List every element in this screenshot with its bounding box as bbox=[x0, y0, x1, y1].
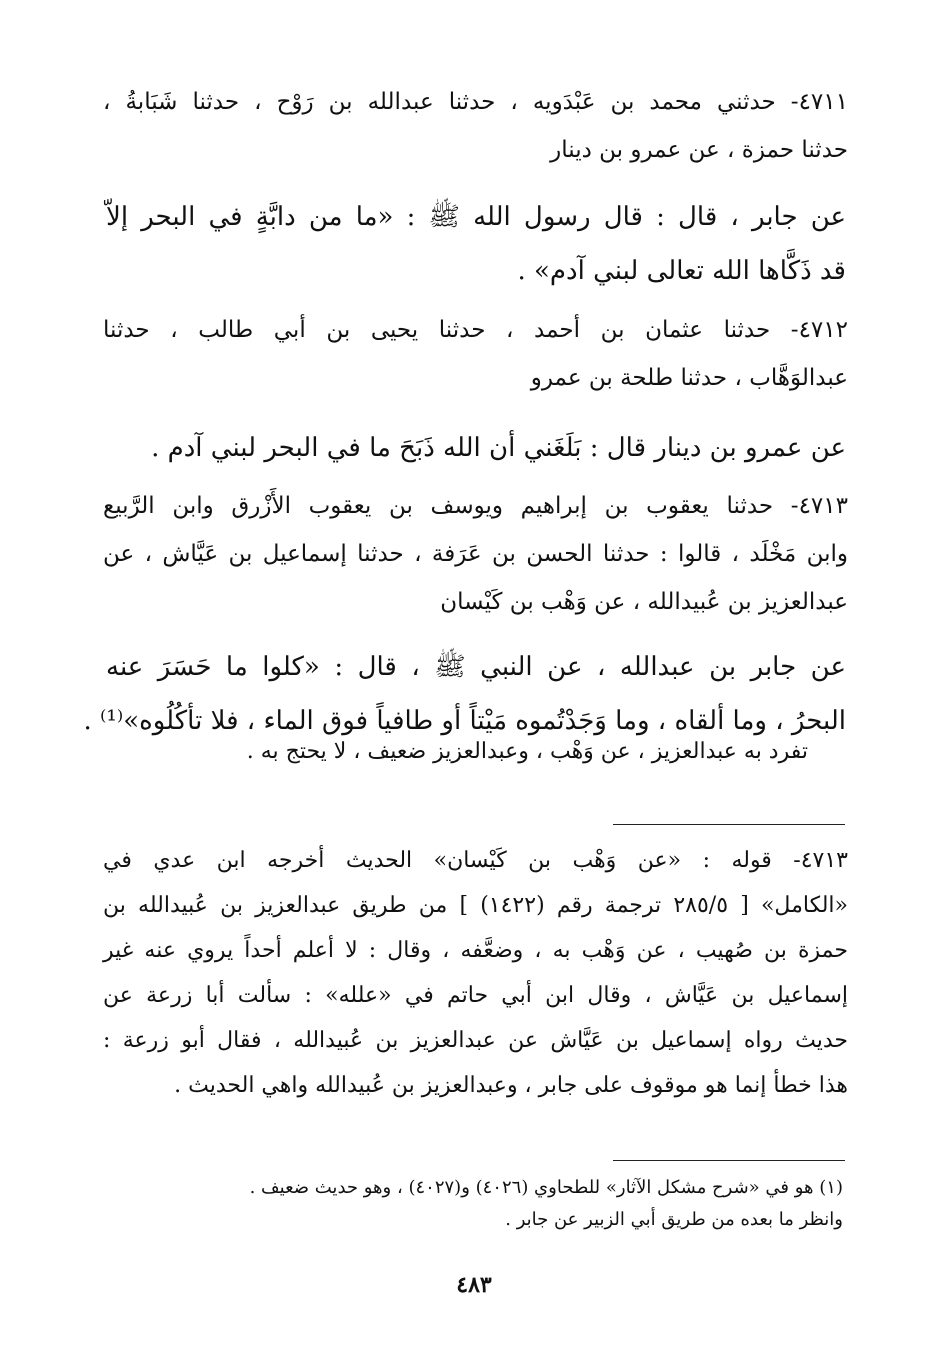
isnad-line: ٤٧١٢- حدثنا عثمان بن أحمد ، حدثنا يحيى بن أبي طالب ، حدثنا bbox=[103, 317, 848, 343]
hadith-4712-isnad bbox=[103, 306, 848, 402]
isnad-line: عبدالوَهَّاب ، حدثنا طلحة بن عمرو bbox=[530, 365, 848, 391]
commentary-separator bbox=[613, 824, 845, 825]
footnote bbox=[105, 1172, 843, 1236]
commentary-line: هذا خطأ إنما هو موقوف على جابر ، وعبدالعزيز بن عُبيدالله واهي الحديث . bbox=[174, 1073, 848, 1098]
commentary-line: حديث رواه إسماعيل بن عَيَّاش عن عبدالعزيز بن عُبيدالله ، فقال أبو زرعة : bbox=[103, 1028, 848, 1053]
page-number: ٤٨٣ bbox=[456, 1272, 492, 1298]
matn-line: قد ذَكَّاها الله تعالى لبني آدم» . bbox=[517, 256, 846, 286]
remark-line: تفرد به عبدالعزيز ، عن وَهْب ، وعبدالعزيز ضعيف ، لا يحتج به . bbox=[246, 739, 808, 764]
hadith-4711-matn bbox=[106, 190, 846, 298]
commentary-line: إسماعيل بن عَيَّاش ، وقال ابن أبي حاتم في «علله» : سألت أبا زرعة عن bbox=[103, 983, 848, 1008]
hadith-4713-isnad bbox=[103, 482, 848, 626]
hadith-4713-remark bbox=[108, 730, 808, 774]
isnad-line: وابن مَخْلَد ، قالوا : حدثنا الحسن بن عَرَفة ، حدثنا إسماعيل بن عَيَّاش ، عن bbox=[103, 541, 848, 567]
footnote-line: وانظر ما بعده من طريق أبي الزبير عن جابر . bbox=[505, 1209, 843, 1230]
matn-line: البحرُ ، وما ألقاه ، وما وَجَدْتُموه مَيْتاً أو طافياً فوق الماء ، فلا تأكُلُوه»⁽¹⁾ . bbox=[83, 706, 846, 736]
matn-line: عن جابر ، قال : قال رسول الله ﷺ : «ما من دابَّةٍ في البحر إلاّ bbox=[106, 202, 846, 232]
commentary bbox=[103, 838, 848, 1108]
isnad-line: عبدالعزيز بن عُبيدالله ، عن وَهْب بن كَيْسان bbox=[440, 589, 848, 615]
isnad-line: ٤٧١٣- حدثنا يعقوب بن إبراهيم ويوسف بن يعقوب الأَزْرق وابن الرَّبيع bbox=[103, 493, 848, 519]
matn-line: عن جابر بن عبدالله ، عن النبي ﷺ ، قال : «كلوا ما حَسَرَ عنه bbox=[106, 652, 846, 682]
hadith-4712-matn bbox=[106, 421, 846, 475]
hadith-4711-isnad bbox=[103, 78, 848, 174]
isnad-line: ٤٧١١- حدثني محمد بن عَبْدَويه ، حدثنا عبدالله بن رَوْح ، حدثنا شَبَابةُ ، bbox=[103, 89, 848, 115]
footnote-line: (١) هو في «شرح مشكل الآثار» للطحاوي (٤٠٢٦) و(٤٠٢٧) ، وهو حديث ضعيف . bbox=[249, 1177, 843, 1198]
footnote-separator bbox=[613, 1160, 845, 1161]
commentary-line: حمزة بن صُهيب ، عن وَهْب به ، وضعَّفه ، وقال : لا أعلم أحداً يروي عنه غير bbox=[103, 938, 848, 963]
matn-line: عن عمرو بن دينار قال : بَلَغَني أن الله ذَبَحَ ما في البحر لبني آدم . bbox=[151, 433, 846, 463]
commentary-line: ٤٧١٣- قوله : «عن وَهْب بن كَيْسان» الحديث أخرجه ابن عدي في bbox=[103, 848, 848, 873]
commentary-line: «الكامل» [ ٢٨٥/٥ ترجمة رقم (١٤٢٢) ] من طريق عبدالعزيز بن عُبيدالله بن bbox=[103, 893, 849, 918]
isnad-line: حدثنا حمزة ، عن عمرو بن دينار bbox=[550, 137, 848, 163]
